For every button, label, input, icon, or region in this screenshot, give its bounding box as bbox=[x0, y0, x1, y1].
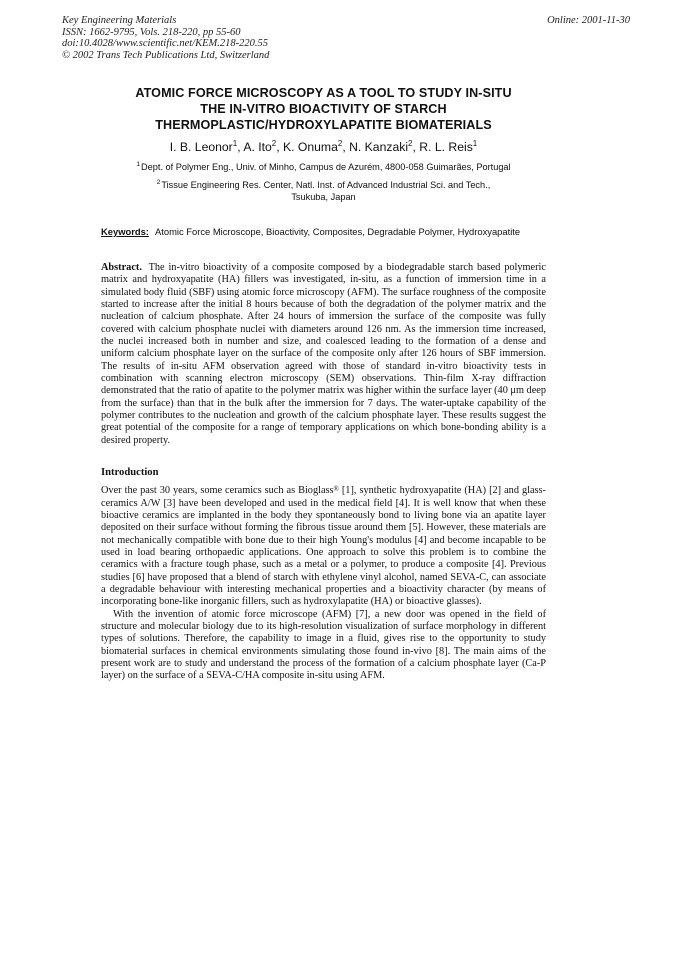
journal-name: Key Engineering Materials bbox=[62, 15, 177, 26]
author-name: I. B. Leonor bbox=[169, 140, 233, 154]
author-separator: , bbox=[412, 140, 420, 154]
affiliation-1 bbox=[81, 161, 566, 173]
introduction-paragraph-2: With the invention of atomic force microscope (AFM) [7], a new door was opened in the field of structure and molecular biology due to its high-resolution visualization of surface morphology in different types of solutions. Therefore, the capability to image in a fluid, gives rise to the opportunity to study biomaterial surfaces in chemical environments simulating those found in-vivo [8]. The main aims of the present work are to study and understand the process of the formation of a calcium phosphate layer (Ca-P layer) on the surface of a SEVA-C/HA composite in-situ using AFM. bbox=[101, 608, 546, 682]
abstract-label: Abstract. bbox=[101, 262, 142, 273]
author-affiliation-mark: 1 bbox=[472, 139, 478, 148]
copyright-line: © 2002 Trans Tech Publications Ltd, Switzerland bbox=[62, 49, 270, 61]
keywords-label: Keywords: bbox=[101, 226, 149, 237]
author-name: N. Kanzaki bbox=[349, 140, 409, 154]
author-name: K. Onuma bbox=[283, 140, 338, 154]
keywords bbox=[101, 226, 546, 238]
title-line-1: ATOMIC FORCE MICROSCOPY AS A TOOL TO STUDY IN-SITU bbox=[135, 86, 512, 100]
author-affiliation-mark: 2 bbox=[337, 139, 343, 148]
author-separator: , bbox=[237, 140, 244, 154]
paper-content bbox=[101, 85, 546, 683]
abstract bbox=[101, 262, 546, 447]
affiliation-1-text: Dept. of Polymer Eng., Univ. of Minho, Campus de Azurém, 4800-058 Guimarães, Portugal bbox=[141, 162, 511, 172]
paragraph-1-start: Over the past 30 years, some ceramics such as Bioglass bbox=[101, 485, 334, 497]
affiliation-2-mark: 2 bbox=[156, 179, 161, 186]
title-line-3: THERMOPLASTIC/HYDROXYLAPATITE BIOMATERIALS bbox=[155, 118, 492, 132]
author-list bbox=[101, 139, 546, 155]
keywords-text: Atomic Force Microscope, Bioactivity, Composites, Degradable Polymer, Hydroxyapatite bbox=[155, 226, 521, 237]
author-affiliation-mark: 1 bbox=[232, 139, 238, 148]
introduction-paragraph-1 bbox=[101, 485, 546, 608]
introduction-heading: Introduction bbox=[101, 467, 159, 479]
abstract-text: The in-vitro bioactivity of a composite composed by a biodegradable starch based polymeric matrix and hydroxyapatite (HA) fillers was investigated, in-situ, as a function of immersion time in a simulated body fluid (SBF) using atomic force microscopy (AFM). The surface roughness of the composite started to increase after the initial 8 hours because of both the degradation of the polymer matrix and the nucleation of calcium phosphate. After 24 hours of immersion the surface of the composite was fully covered with calcium phosphate nuclei with diameters around 126 nm. As the immersion time increased, the nuclei increased both in number and size, and coalesced leading to the formation of a dense and uniform calcium phosphate layer on the surface of the composite only after 126 hours of SBF immersion. The results of in-situ AFM observation agreed with those of standard in-vitro bioactivity tests in combination with scanning electron microscopy (SEM) observations. Thin-film X-ray diffraction demonstrated that the ratio of apatite to the polymer matrix was higher within the surface layer (40 μm deep from the surface) than that in the bulk after the immersion for 7 days. The water-uptake capability of the polymer contributes to the nucleation and growth of the calcium phosphate layer. These results suggest the great potential of the composite for a range of temporary applications on which bone-bonding ability is a desired property. bbox=[101, 262, 546, 446]
title-line-2: THE IN-VITRO BIOACTIVITY OF STARCH bbox=[200, 102, 447, 116]
paragraph-1-rest: [1], synthetic hydroxyapatite (HA) [2] and glass-ceramics A/W [3] have been developed and used in the medical field [4]. It is well know that when these bioactive ceramics are implanted in the body they spontaneously bond to living bone via an apatite layer deposited on their surface without forming the fibrous tissue around them [5]. However, these materials are not mechanically compatible with bone due to their high Young's modulus [4] and become incapable to be used in load bearing orthopaedic applications. One approach to solve this problem is to combine the ceramics with a fracture tough phase, such as a metal or a polymer, to produce a composite [4]. Previous studies [6] have proposed that a blend of starch with ethylene vinyl alcohol, named SEVA-C, can associate a degradable behaviour with interesting mechanical properties and a bioactivity character (by means of incorporating bone-like inorganic fillers, such as hydroxylapatite (HA) or bioactive glasses). bbox=[101, 485, 546, 608]
registered-mark: ® bbox=[333, 485, 339, 494]
author-name: A. Ito bbox=[243, 140, 272, 154]
affiliation-2-line-1: Tissue Engineering Res. Center, Natl. Inst. of Advanced Industrial Sci. and Tech., bbox=[161, 180, 491, 190]
online-date: Online: 2001-11-30 bbox=[547, 15, 630, 26]
journal-header bbox=[62, 15, 630, 65]
author-separator: , bbox=[276, 140, 283, 154]
doi-line: doi:10.4028/www.scientific.net/KEM.218-220.55 bbox=[62, 38, 268, 49]
paper-title bbox=[101, 85, 546, 133]
affiliation-2 bbox=[101, 179, 546, 203]
affiliation-1-mark: 1 bbox=[136, 161, 141, 168]
affiliation-2-line-2: Tsukuba, Japan bbox=[291, 192, 356, 202]
author-name: R. L. Reis bbox=[419, 140, 473, 154]
author-affiliation-mark: 2 bbox=[271, 139, 277, 148]
author-affiliation-mark: 2 bbox=[408, 139, 413, 148]
issn-line: ISSN: 1662-9795, Vols. 218-220, pp 55-60 bbox=[62, 26, 241, 38]
author-separator: , bbox=[342, 140, 350, 154]
